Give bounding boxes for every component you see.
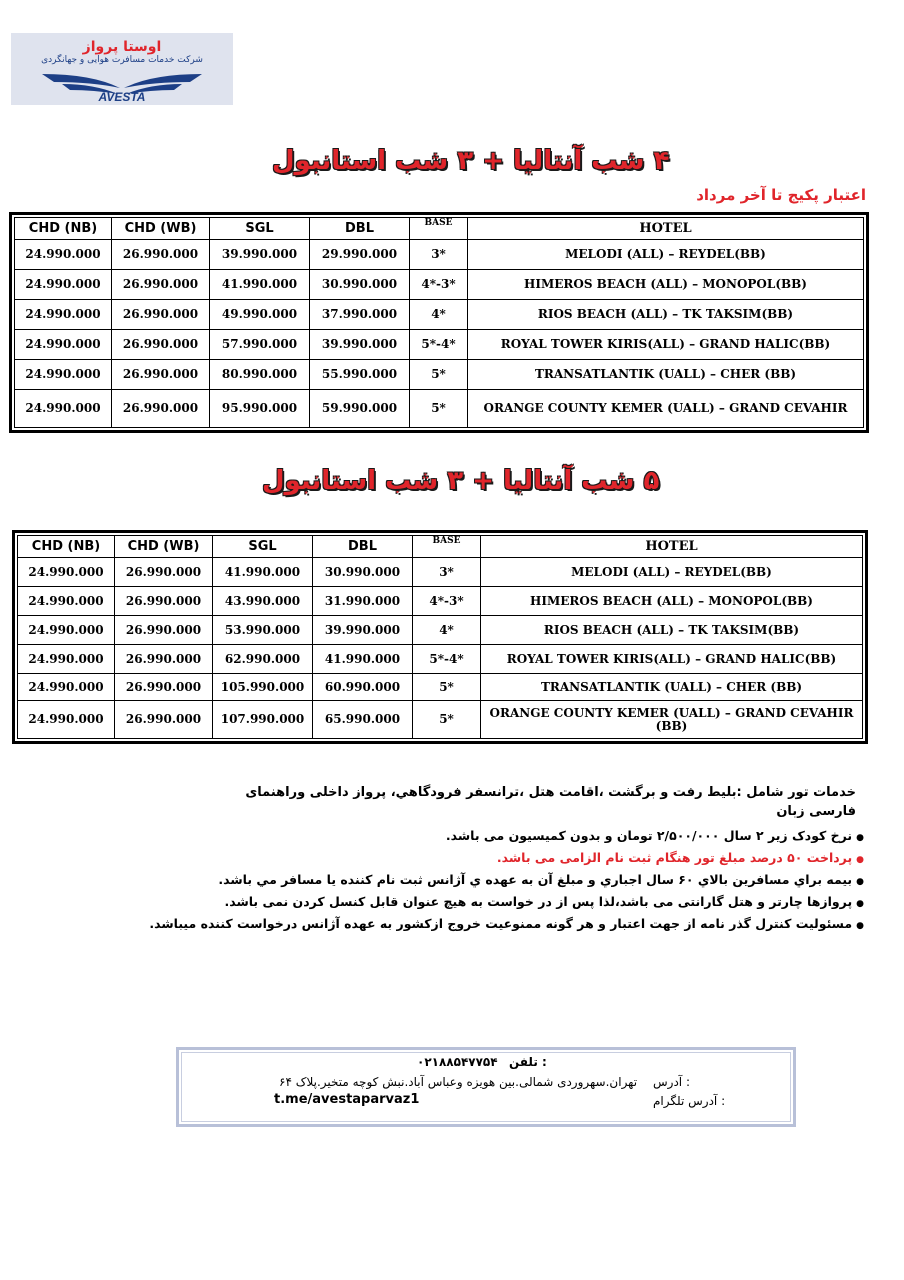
phone-number[interactable]: ۰۲۱۸۸۵۴۷۷۵۴ <box>417 1055 498 1069</box>
cell-hotel: HIMEROS BEACH (ALL) – MONOPOL(BB) <box>468 270 864 300</box>
cell-hotel: ROYAL TOWER KIRIS(ALL) – GRAND HALIC(BB) <box>481 645 863 674</box>
cell-chd-wb: 26.990.000 <box>112 300 210 330</box>
package-2-title: ۵ شب آنتالیا + ۳ شب استانبول <box>262 466 660 496</box>
telegram-label: آدرس تلگرام : <box>653 1094 726 1108</box>
cell-chd-wb: 26.990.000 <box>115 701 213 739</box>
cell-chd-wb: 26.990.000 <box>115 558 213 587</box>
col-sgl: SGL <box>210 218 310 240</box>
table-row <box>15 330 864 360</box>
logo-title: اوستا پرواز <box>82 39 162 55</box>
cell-dbl: 37.990.000 <box>310 300 410 330</box>
cell-sgl: 41.990.000 <box>210 270 310 300</box>
cell-hotel: HIMEROS BEACH (ALL) – MONOPOL(BB) <box>481 587 863 616</box>
cell-dbl: 60.990.000 <box>313 674 413 701</box>
table-row <box>15 390 864 428</box>
cell-sgl: 95.990.000 <box>210 390 310 428</box>
cell-base: 4*-3* <box>410 270 468 300</box>
cell-chd-nb: 24.990.000 <box>15 270 112 300</box>
cell-base: 5* <box>410 390 468 428</box>
note-item-highlighted: ● پرداخت ۵۰ درصد مبلغ تور هنگام ثبت نام الزامی می باشد. <box>144 848 864 870</box>
cell-chd-nb: 24.990.000 <box>18 587 115 616</box>
cell-sgl: 62.990.000 <box>213 645 313 674</box>
notes-list <box>144 826 864 936</box>
cell-chd-nb: 24.990.000 <box>18 701 115 739</box>
cell-dbl: 65.990.000 <box>313 701 413 739</box>
cell-dbl: 55.990.000 <box>310 360 410 390</box>
cell-dbl: 41.990.000 <box>313 645 413 674</box>
col-chd-nb: CHD (NB) <box>18 536 115 558</box>
avesta-wings-icon <box>32 68 212 104</box>
note-item: ● نرخ کودک زیر ۲ سال ۲/۵۰۰/۰۰۰ تومان و بدون کمیسیون می باشد. <box>144 826 864 848</box>
logo-subtitle: شرکت خدمات مسافرت هوایی و جهانگردی <box>41 55 203 65</box>
cell-chd-nb: 24.990.000 <box>18 558 115 587</box>
col-chd-wb: CHD (WB) <box>112 218 210 240</box>
telegram-link[interactable]: t.me/avestaparvaz1 <box>274 1092 420 1107</box>
cell-base: 4* <box>413 616 481 645</box>
table-row <box>18 587 863 616</box>
table-row <box>15 240 864 270</box>
cell-chd-wb: 26.990.000 <box>115 587 213 616</box>
cell-hotel: MELODI (ALL) – REYDEL(BB) <box>481 558 863 587</box>
cell-chd-nb: 24.990.000 <box>15 240 112 270</box>
cell-base: 5*-4* <box>410 330 468 360</box>
cell-sgl: 107.990.000 <box>213 701 313 739</box>
col-dbl: DBL <box>310 218 410 240</box>
cell-hotel: RIOS BEACH (ALL) – TK TAKSIM(BB) <box>468 300 864 330</box>
package-2-price-table <box>12 530 868 744</box>
note-item: ● مسئولیت کنترل گذر نامه از جهت اعتبار و هر گونه ممنوعیت خروج ازکشور به عهده آژانس درخواست کننده میباشد. <box>144 914 864 936</box>
note-item: ● پروازها چارتر و هتل گارانتی می باشد،لذا پس از در خواست به هیچ عنوان قابل کنسل کردن نمی باشد. <box>144 892 864 914</box>
col-sgl: SGL <box>213 536 313 558</box>
cell-chd-wb: 26.990.000 <box>112 330 210 360</box>
table-row <box>18 616 863 645</box>
address-label: آدرس : <box>653 1075 690 1089</box>
cell-chd-wb: 26.990.000 <box>112 270 210 300</box>
cell-hotel: MELODI (ALL) – REYDEL(BB) <box>468 240 864 270</box>
contact-box <box>176 1047 796 1127</box>
cell-base: 5*-4* <box>413 645 481 674</box>
cell-base: 4*-3* <box>413 587 481 616</box>
col-hotel: HOTEL <box>481 536 863 558</box>
package-validity: اعتبار پکیج تا آخر مرداد <box>696 186 866 204</box>
cell-hotel: RIOS BEACH (ALL) – TK TAKSIM(BB) <box>481 616 863 645</box>
cell-dbl: 29.990.000 <box>310 240 410 270</box>
cell-dbl: 59.990.000 <box>310 390 410 428</box>
cell-chd-nb: 24.990.000 <box>18 645 115 674</box>
cell-chd-nb: 24.990.000 <box>18 616 115 645</box>
table-row <box>18 558 863 587</box>
cell-dbl: 39.990.000 <box>313 616 413 645</box>
cell-sgl: 80.990.000 <box>210 360 310 390</box>
col-base: BASE <box>410 218 468 240</box>
tour-services-text: خدمات تور شامل :بلیط رفت و برگشت ،اقامت هتل ،ترانسفر فرودگاهي، پرواز داخلی وراهنمای فارسی زبان <box>245 785 856 819</box>
package-1-title: ۴ شب آنتالیا + ۳ شب استانبول <box>272 146 670 176</box>
table-row <box>15 300 864 330</box>
cell-sgl: 105.990.000 <box>213 674 313 701</box>
note-item: ● بیمه براي مسافرین بالاي ۶۰ سال اجباري و مبلغ آن به عهده ي آژانس ثبت نام کننده یا مسافر مي باشد. <box>144 870 864 892</box>
cell-sgl: 43.990.000 <box>213 587 313 616</box>
cell-chd-nb: 24.990.000 <box>15 300 112 330</box>
table-header-row <box>18 536 863 558</box>
table-row <box>15 270 864 300</box>
col-chd-wb: CHD (WB) <box>115 536 213 558</box>
col-hotel: HOTEL <box>468 218 864 240</box>
col-base: BASE <box>413 536 481 558</box>
cell-hotel: ROYAL TOWER KIRIS(ALL) – GRAND HALIC(BB) <box>468 330 864 360</box>
cell-base: 5* <box>413 674 481 701</box>
cell-base: 5* <box>410 360 468 390</box>
cell-base: 4* <box>410 300 468 330</box>
cell-dbl: 39.990.000 <box>310 330 410 360</box>
cell-sgl: 49.990.000 <box>210 300 310 330</box>
cell-chd-nb: 24.990.000 <box>18 674 115 701</box>
table-header-row <box>15 218 864 240</box>
cell-sgl: 57.990.000 <box>210 330 310 360</box>
cell-dbl: 30.990.000 <box>313 558 413 587</box>
cell-chd-nb: 24.990.000 <box>15 330 112 360</box>
col-dbl: DBL <box>313 536 413 558</box>
cell-hotel: TRANSATLANTIK (UALL) – CHER (BB) <box>468 360 864 390</box>
package-1-price-table <box>9 212 869 433</box>
company-logo <box>11 33 233 105</box>
cell-chd-wb: 26.990.000 <box>112 390 210 428</box>
cell-sgl: 53.990.000 <box>213 616 313 645</box>
cell-chd-wb: 26.990.000 <box>115 674 213 701</box>
col-chd-nb: CHD (NB) <box>15 218 112 240</box>
cell-chd-wb: 26.990.000 <box>112 360 210 390</box>
cell-dbl: 30.990.000 <box>310 270 410 300</box>
cell-base: 5* <box>413 701 481 739</box>
cell-dbl: 31.990.000 <box>313 587 413 616</box>
phone-label: تلفن : <box>509 1055 547 1069</box>
cell-hotel: ORANGE COUNTY KEMER (UALL) – GRAND CEVAHIR <box>468 390 864 428</box>
cell-sgl: 41.990.000 <box>213 558 313 587</box>
cell-chd-nb: 24.990.000 <box>15 390 112 428</box>
cell-chd-nb: 24.990.000 <box>15 360 112 390</box>
address-text: تهران.سهروردی شمالی.بین هویزه وعباس آباد.نبش کوچه متخیر.پلاک ۶۴ <box>279 1075 638 1089</box>
cell-chd-wb: 26.990.000 <box>115 645 213 674</box>
table-row <box>18 701 863 739</box>
cell-chd-wb: 26.990.000 <box>112 240 210 270</box>
cell-base: 3* <box>413 558 481 587</box>
cell-chd-wb: 26.990.000 <box>115 616 213 645</box>
logo-wordmark: AVESTA <box>98 90 146 104</box>
cell-sgl: 39.990.000 <box>210 240 310 270</box>
table-row <box>15 360 864 390</box>
cell-hotel: ORANGE COUNTY KEMER (UALL) – GRAND CEVAHIR (BB) <box>481 701 863 739</box>
cell-base: 3* <box>410 240 468 270</box>
cell-hotel: TRANSATLANTIK (UALL) – CHER (BB) <box>481 674 863 701</box>
table-row <box>18 674 863 701</box>
table-row <box>18 645 863 674</box>
